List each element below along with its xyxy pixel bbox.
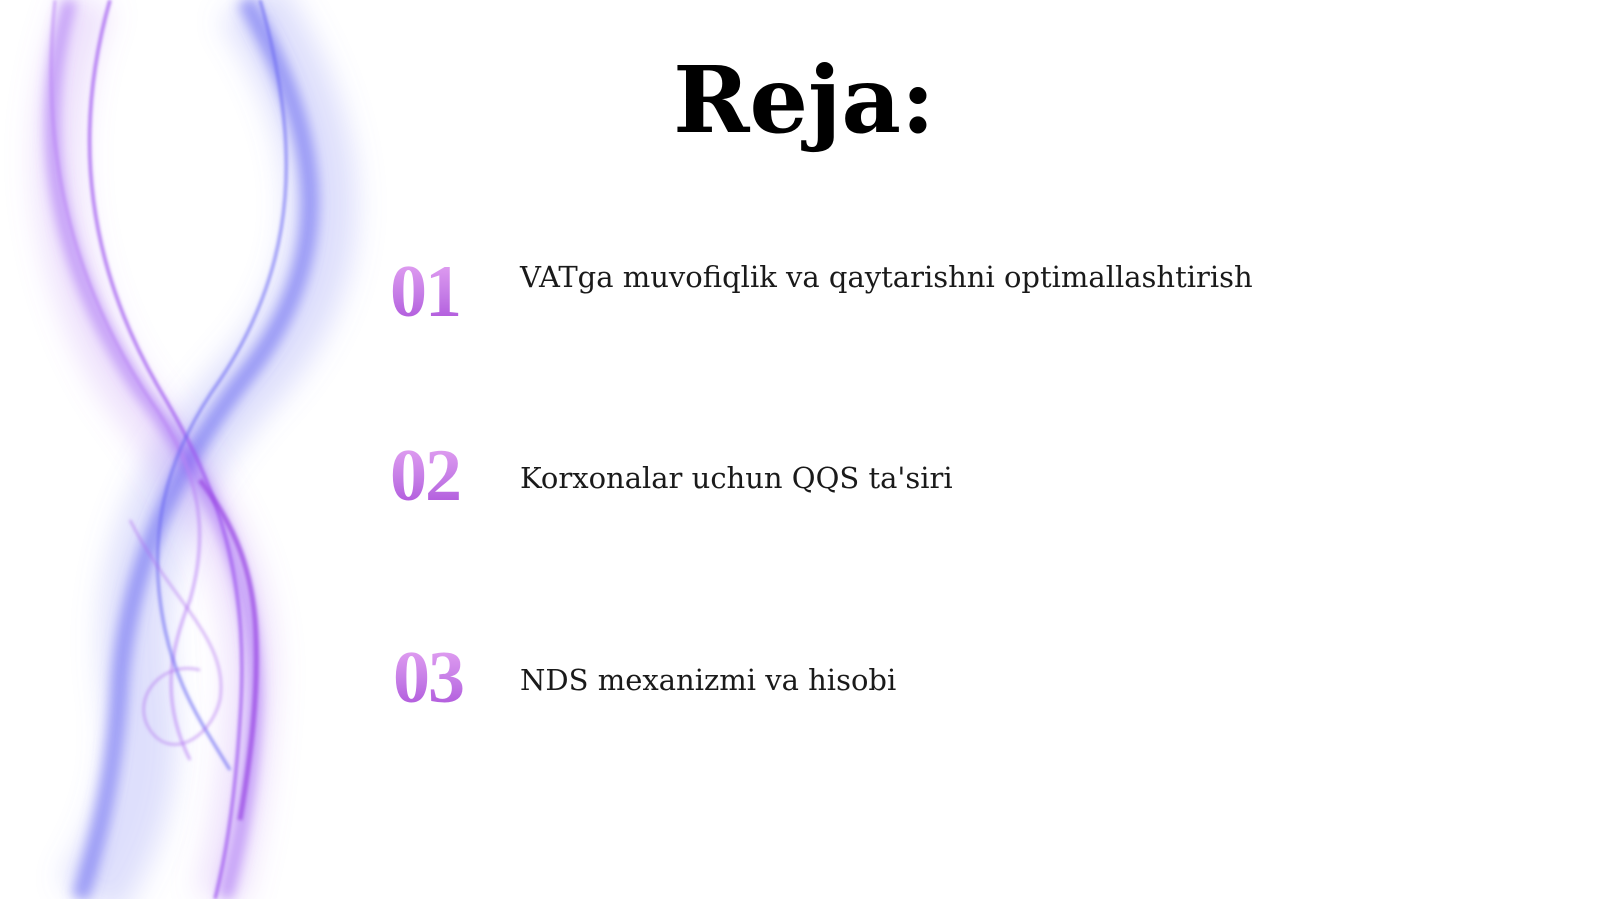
agenda-item-number: 01 (390, 251, 460, 333)
agenda-item-text: VATga muvofiqlik va qaytarishni optimallashtirish (520, 260, 1253, 294)
agenda-item-3 (390, 638, 1540, 718)
slide-title: Reja: (673, 46, 935, 154)
agenda-item-text: NDS mexanizmi va hisobi (520, 663, 897, 697)
agenda-item-2 (390, 436, 1540, 516)
agenda-item-number: 02 (390, 435, 460, 517)
agenda-item-text: Korxonalar uchun QQS ta'siri (520, 461, 953, 495)
agenda-item-1 (390, 252, 1540, 332)
agenda-item-number: 03 (393, 637, 463, 719)
